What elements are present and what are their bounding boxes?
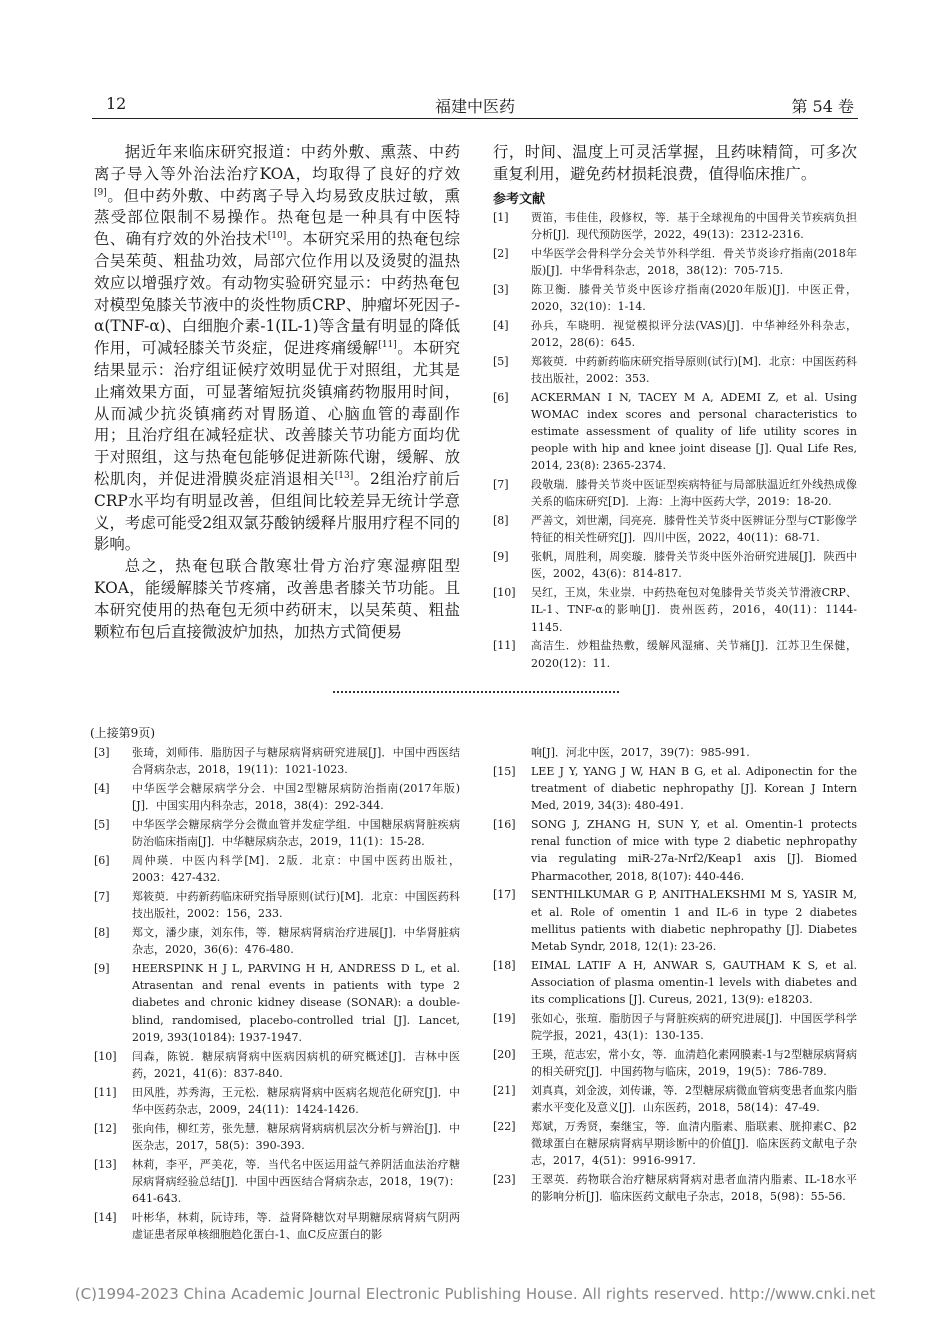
reference-number: [3] bbox=[493, 282, 509, 296]
citation: [13] bbox=[334, 470, 354, 481]
reference-number: [15] bbox=[493, 764, 516, 778]
copyright-footer: (C)1994-2023 China Academic Journal Electronic Publishing House. All rights reserved. http://www.cnki.net bbox=[74, 1285, 876, 1303]
reference-text: 贾笛，韦佳佳，段修权，等．基于全球视角的中国骨关节疾病负担分析[J]．现代预防医学，2022，49(13)：2312-2316. bbox=[531, 210, 857, 241]
reference-item bbox=[493, 816, 857, 885]
reference-item bbox=[94, 1084, 460, 1118]
reference-item bbox=[493, 886, 857, 955]
reference-text: 张帆，周胜利，周奕璇．膝骨关节炎中医外治研究进展[J]．陕西中医，2002，43(6)：814-817. bbox=[531, 550, 857, 581]
reference-number: [3] bbox=[94, 746, 110, 759]
reference-item bbox=[493, 281, 857, 315]
reference-text: 中华医学会糖尿病学分会．中国2型糖尿病防治指南(2017年版)[J]．中国实用内科杂志，2018，38(4)：292-344. bbox=[132, 782, 460, 813]
reference-item bbox=[94, 1048, 460, 1082]
reference-number: [23] bbox=[493, 1173, 516, 1187]
continued-reference-list-left bbox=[94, 744, 460, 1243]
reference-item bbox=[493, 957, 857, 1009]
continued-right-column bbox=[493, 744, 857, 1207]
reference-number: [6] bbox=[493, 390, 509, 404]
reference-number: [10] bbox=[94, 1049, 117, 1063]
reference-number: [17] bbox=[493, 888, 516, 902]
reference-item bbox=[493, 512, 857, 546]
reference-text: 张向伟，柳红芳，张先慧．糖尿病肾病病机层次分析与辨治[J]．中医杂志，2017，58(5)：390-393. bbox=[132, 1121, 460, 1152]
reference-number: [5] bbox=[493, 354, 509, 368]
reference-text: 段敬瑞．膝骨关节炎中医证型疾病特征与局部肤温近红外线热成像关系的临床研究[D]．上海：上海中医药大学，2019：18-20. bbox=[531, 478, 857, 509]
section-divider bbox=[333, 691, 619, 693]
reference-text: HEERSPINK H J L, PARVING H H, ANDRESS D L, et al. Atrasentan and renal events in patients with type 2 diabetes and chronic kidney disease (SONAR): a double-blind, randomised, placebo-controlled trial [J]. Lancet, 2019, 393(10184): 1937-1947. bbox=[132, 962, 460, 1044]
reference-text: 张如心，张瑄．脂肪因子与肾脏疾病的研究进展[J]．中国医学科学院学报，2021，43(1)：130-135. bbox=[531, 1012, 857, 1043]
citation: [9] bbox=[94, 187, 107, 198]
body-paragraph-2-continued: 行，时间、温度上可灵活掌握，且药味精简，可多次重复利用，避免药材损耗浪费，值得临床推广。 bbox=[493, 143, 857, 183]
volume-label: 第 54 卷 bbox=[791, 97, 854, 116]
reference-text: 刘真真，刘金波，刘传谦，等．2型糖尿病微血管病变患者血浆内脂素水平变化及意义[J]．山东医药，2018，58(14)：47-49. bbox=[531, 1084, 857, 1115]
reference-item bbox=[493, 245, 857, 279]
citation: [11] bbox=[378, 340, 397, 351]
reference-text: 郑筱萸．中药新药临床研究指导原则(试行)[M]．北京：中国医药科技出版社，2002：156，233. bbox=[132, 890, 460, 921]
reference-item bbox=[493, 353, 857, 387]
reference-text: 中华医学会糖尿病学分会微血管并发症学组．中国糖尿病肾脏疾病防治临床指南[J]．中华糖尿病杂志，2019，11(1)：15-28. bbox=[132, 818, 460, 849]
reference-text: 王瑛，范志宏，常小女，等．血清趋化素网膜素-1与2型糖尿病肾病的相关研究[J]．中国药物与临床，2019，19(5)：786-789. bbox=[531, 1048, 857, 1079]
reference-item bbox=[94, 924, 460, 958]
reference-number: [4] bbox=[94, 782, 110, 795]
reference-number: [11] bbox=[94, 1085, 117, 1099]
reference-item bbox=[94, 744, 460, 778]
reference-item bbox=[493, 1082, 857, 1116]
reference-number: [9] bbox=[493, 550, 509, 564]
reference-number: [8] bbox=[94, 926, 110, 939]
reference-text: 高洁生．炒粗盐热敷，缓解风湿痛、关节痛[J]．江苏卫生保健，2020(12)：11. bbox=[531, 639, 857, 670]
reference-continuation: 响[J]．河北中医，2017，39(7)：985-991. bbox=[531, 746, 750, 759]
reference-number: [6] bbox=[94, 854, 110, 867]
reference-number: [9] bbox=[94, 962, 110, 975]
reference-text: 吴红，王岚，朱业崇．中药热奄包对兔膝骨关节炎关节滑液CRP、IL-1、TNF-α的影响[J]．贵州医药，2016，40(11)：1144-1145. bbox=[531, 586, 857, 634]
reference-text: 王翠英．药物联合治疗糖尿病肾病对患者血清内脂素、IL-18水平的影响分析[J]．临床医药文献电子杂志，2018，5(98)：55-56. bbox=[531, 1173, 857, 1204]
reference-number: [18] bbox=[493, 958, 516, 972]
reference-text: 周仲瑛．中医内科学[M]．2版．北京：中国中医药出版社，2003：427-432. bbox=[132, 854, 460, 885]
reference-number: [7] bbox=[94, 890, 110, 903]
page-number: 12 bbox=[106, 94, 127, 113]
reference-text: 郑筱萸．中药新药临床研究指导原则(试行)[M]．北京：中国医药科技出版社，2002：353. bbox=[531, 354, 857, 385]
reference-item bbox=[94, 1120, 460, 1154]
reference-item bbox=[493, 763, 857, 815]
citation: [10] bbox=[267, 231, 287, 242]
reference-number: [8] bbox=[493, 514, 509, 528]
reference-number: [2] bbox=[493, 246, 509, 260]
reference-list bbox=[493, 209, 857, 672]
reference-text: 闫森，陈锐．糖尿病肾病中医病因病机的研究概述[J]．吉林中医药，2021，41(6)：837-840. bbox=[132, 1049, 460, 1080]
continued-left-column bbox=[94, 744, 460, 1245]
body-right-column bbox=[493, 142, 857, 673]
reference-item bbox=[493, 1118, 857, 1170]
reference-number: [20] bbox=[493, 1048, 516, 1062]
reference-number: [5] bbox=[94, 818, 110, 831]
continued-note: (上接第9页) bbox=[90, 726, 155, 740]
page-header bbox=[92, 92, 858, 119]
reference-text: 孙兵，车晓明．视觉模拟评分法(VAS)[J]．中华神经外科杂志，2012，28(6)：645. bbox=[531, 318, 857, 349]
reference-number: [16] bbox=[493, 818, 516, 831]
reference-item bbox=[94, 780, 460, 814]
reference-text: 严善文，刘世潮，闫亮亮．膝骨性关节炎中医辨证分型与CT影像学特征的相关性研究[J]．四川中医，2022，40(11)：68-71. bbox=[531, 514, 857, 545]
continued-reference-list-right bbox=[493, 763, 857, 1206]
reference-item bbox=[94, 852, 460, 886]
reference-item bbox=[493, 1171, 857, 1205]
body-paragraph-2: 总之，热奄包联合散寒壮骨方治疗寒湿痹阻型KOA，能缓解膝关节疼痛，改善患者膝关节功能。且本研究使用的热奄包无须中药研末，以吴茱萸、粗盐颗粒布包后直接微波炉加热，加热方式简便易 bbox=[94, 557, 460, 641]
reference-text: SONG J, ZHANG H, SUN Y, et al. Omentin-1 protects renal function of mice with type 2 diabetic nephropathy via regulating miR-27a-Nrf2/Keap1 axis [J]. Biomed Pharmacother, 2018, 8(107): 440-446. bbox=[531, 818, 857, 883]
reference-item bbox=[94, 816, 460, 850]
reference-item bbox=[94, 960, 460, 1046]
reference-item bbox=[493, 548, 857, 582]
reference-text: 陈卫衡．膝骨关节炎中医诊疗指南(2020年版)[J]．中医正骨，2020，32(10)：1-14. bbox=[531, 282, 857, 313]
reference-item bbox=[493, 209, 857, 243]
reference-number: [21] bbox=[493, 1084, 516, 1098]
reference-item bbox=[493, 637, 857, 671]
reference-text: EIMAL LATIF A H, ANWAR S, GAUTHAM K S, et al. Association of plasma omentin-1 levels with diabetes and its complications [J]. Cureus, 2021, 13(9): e18203. bbox=[531, 958, 857, 1007]
references-heading: 参考文献 bbox=[493, 191, 546, 207]
reference-item bbox=[493, 389, 857, 475]
reference-text: 田风胜，苏秀海，王元松．糖尿病肾病中医病名规范化研究[J]．中华中医药杂志，2009，24(11)：1424-1426. bbox=[132, 1085, 460, 1116]
reference-item bbox=[94, 1156, 460, 1208]
reference-number: [10] bbox=[493, 586, 516, 600]
reference-text: 叶彬华，林莉，阮诗玮，等．益肾降糖饮对早期糖尿病肾病气阴两虚证患者尿单核细胞趋化蛋白-1、血C反应蛋白的影 bbox=[132, 1210, 460, 1242]
body-left-column bbox=[94, 142, 460, 643]
reference-number: [12] bbox=[94, 1121, 117, 1135]
reference-text: 郑斌，万秀贤，秦继宝，等．血清内脂素、脂联素、胱抑素C、β2微球蛋白在糖尿病肾病早期诊断中的价值[J]．临床医药文献电子杂志，2017，4(51)：9916-9917. bbox=[531, 1120, 857, 1168]
reference-number: [4] bbox=[493, 318, 509, 332]
reference-item bbox=[493, 1046, 857, 1080]
reference-number: [19] bbox=[493, 1012, 516, 1026]
reference-text: 中华医学会骨科学分会关节外科学组．骨关节炎诊疗指南(2018年版)[J]．中华骨科杂志，2018，38(12)：705-715. bbox=[531, 246, 857, 277]
reference-item bbox=[493, 584, 857, 636]
reference-item bbox=[493, 317, 857, 351]
reference-item bbox=[94, 888, 460, 922]
reference-number: [1] bbox=[493, 210, 509, 224]
reference-text: 林莉，李平，严美花，等．当代名中医运用益气养阴活血法治疗糖尿病肾病经验总结[J]．中国中西医结合肾病杂志，2018，19(7)：641-643. bbox=[132, 1157, 460, 1206]
journal-title: 福建中医药 bbox=[434, 97, 515, 116]
reference-text: LEE J Y, YANG J W, HAN B G, et al. Adiponectin for the treatment of diabetic nephropathy [J]. Korean J Intern Med, 2019, 34(3): 480-491. bbox=[531, 764, 857, 813]
reference-number: [22] bbox=[493, 1120, 516, 1134]
reference-number: [13] bbox=[94, 1157, 117, 1171]
reference-item bbox=[94, 1209, 460, 1243]
reference-item bbox=[493, 476, 857, 510]
reference-number: [14] bbox=[94, 1210, 117, 1224]
reference-item bbox=[493, 1010, 857, 1044]
reference-text: 张琦，刘师伟．脂肪因子与糖尿病肾病研究进展[J]．中国中西医结合肾病杂志，2018，19(11)：1021-1023. bbox=[132, 746, 460, 777]
reference-text: SENTHILKUMAR G P, ANITHALEKSHMI M S, YASIR M, et al. Role of omentin 1 and IL-6 in type 2 diabetes mellitus patients with diabetic nephropathy [J]. Diabetes Metab Syndr, 2018, 12(1): 23-26. bbox=[531, 888, 857, 954]
reference-text: 郑文，潘少康，刘东伟，等．糖尿病肾病治疗进展[J]．中华肾脏病杂志，2020，36(6)：476-480. bbox=[132, 926, 460, 957]
reference-text: ACKERMAN I N, TACEY M A, ADEMI Z, et al. Using WOMAC index scores and personal characteristics to estimate assessment of quality of life utility scores in people with hip and knee joint disease [J]. Qual Life Res, 2014, 23(8): 2365-2374. bbox=[531, 390, 857, 473]
reference-number: [11] bbox=[493, 639, 516, 653]
body-paragraph-1: 据近年来临床研究报道：中药外敷、熏蒸、中药离子导入等外治法治疗KOA，均取得了良好的疗效[9]。但中药外敷、中药离子导入均易致皮肤过敏，熏蒸受部位限制不易操作。热奄包是一种具有中医特色、确有疗效的外治技术[10]。本研究采用的热奄包综合吴茱萸、粗盐功效，局部穴位作用以及烫熨的温热效应以增强疗效。有动物实验研究显示：中药热奄包对模型兔膝关节液中的炎性物质CRP、肿瘤坏死因子-α(TNF-α)、白细胞介素-1(IL-1)等含量有明显的降低作用，可减轻膝关节炎症，促进疼痛缓解[11]。本研究结果显示：治疗组证候疗效明显优于对照组，尤其是止痛效果方面，可显著缩短抗炎镇痛药物服用时间，从而减少抗炎镇痛药对胃肠道、心脑血管的毒副作用；且治疗组在减轻症状、改善膝关节功能方面均优于对照组，这与热奄包能够促进新陈代谢，缓解、放松肌肉，并促进滑膜炎症消退相关[13]。2组治疗前后CRP水平均有明显改善，但组间比较差异无统计学意义，考虑可能受2组双氯芬酸钠缓释片服用疗程不同的影响。 bbox=[94, 143, 460, 554]
reference-number: [7] bbox=[493, 478, 509, 492]
